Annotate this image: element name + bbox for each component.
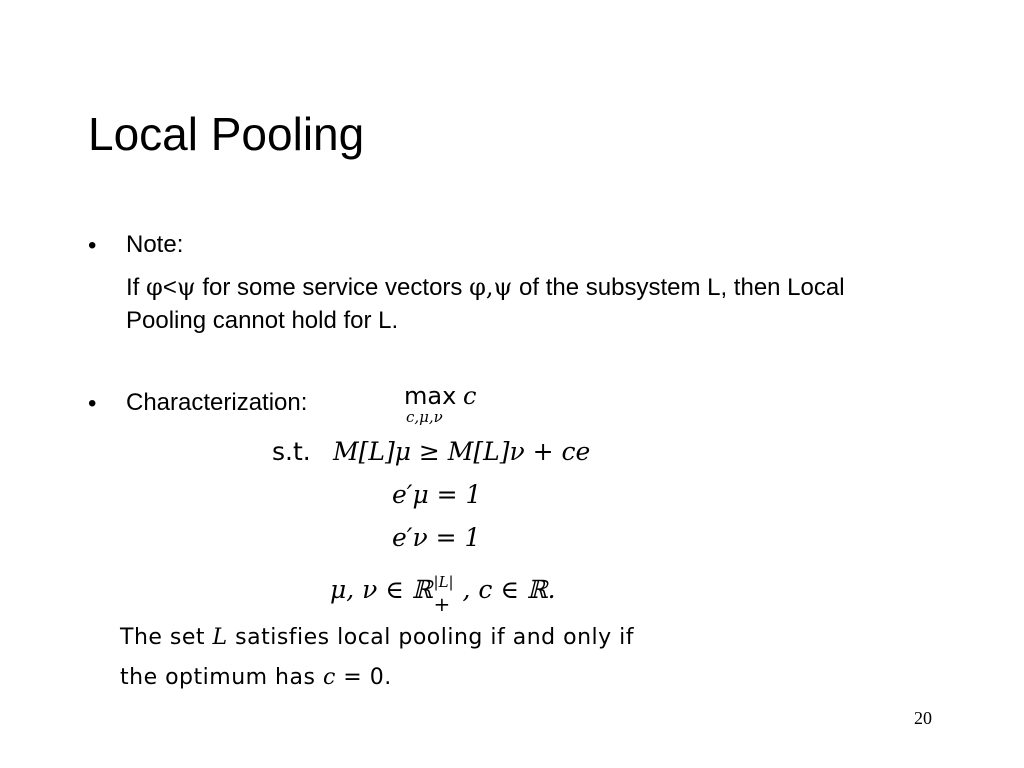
statement-var-L: L: [212, 625, 228, 650]
bullet-dot: •: [88, 390, 97, 417]
max-subscript: c,μ,ν: [406, 408, 443, 426]
phi-psi-symbols: φ,ψ: [469, 273, 513, 301]
constraint-4-scripts: [433, 573, 463, 616]
constraint-2: e′μ = 1: [392, 480, 482, 509]
max-word: max: [404, 382, 457, 410]
max-variable: c: [462, 382, 477, 410]
max-operator: [404, 382, 476, 411]
slide-title: Local Pooling: [88, 108, 365, 160]
constraint-4-lhs: μ, ν ∈ ℝ: [330, 575, 433, 604]
bullet-dot: •: [88, 232, 97, 259]
constraint-4-rhs: , c ∈ ℝ.: [462, 575, 556, 604]
statement-line2-a: the optimum has: [120, 665, 323, 690]
note-text-line2: Pooling cannot hold for L.: [126, 307, 399, 334]
phi-symbol: φ: [146, 273, 163, 301]
note-end: of the subsystem L, then Local: [512, 274, 845, 301]
statement-var-c: c: [322, 665, 336, 690]
constraint-3: e′ν = 1: [392, 523, 481, 552]
characterization-label: Characterization:: [126, 389, 308, 416]
note-if: If: [126, 274, 147, 301]
constraint-4-superscript: |L|: [433, 573, 454, 591]
constraint-1: M[L]μ ≥ M[L]ν + ce: [333, 437, 591, 466]
statement-line1-b: satisfies local pooling if and only if: [227, 625, 635, 650]
less-than: <: [162, 274, 177, 301]
statement-line2: [120, 658, 392, 698]
constraint-4-subscript: +: [433, 592, 451, 616]
subject-to-label: s.t.: [272, 437, 311, 466]
note-label: Note:: [126, 231, 184, 258]
constraint-4: [330, 573, 556, 616]
note-mid: for some service vectors: [195, 274, 470, 301]
page-number: 20: [914, 708, 932, 728]
statement-line1: [120, 618, 634, 658]
statement-line2-b: = 0.: [335, 665, 392, 690]
psi-symbol: ψ: [176, 273, 196, 301]
statement-line1-a: The set: [120, 625, 213, 650]
note-text-line1: [126, 272, 845, 303]
